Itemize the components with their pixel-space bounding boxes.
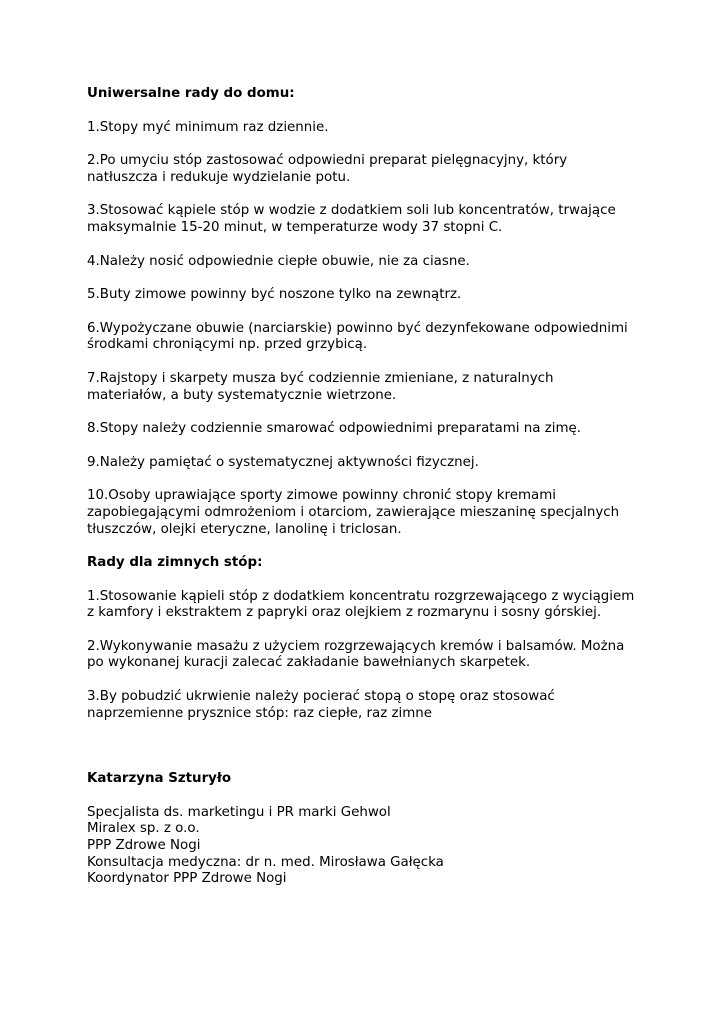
tip-line: natłuszcza i redukuje wydzielanie potu. — [87, 169, 351, 185]
author-details — [87, 805, 687, 888]
cold-feet-item-3 — [87, 689, 687, 722]
section-heading-universal-tips: Uniwersalne rady do domu: — [87, 86, 295, 101]
cold-feet-item-2 — [87, 639, 687, 672]
section-heading-cold-feet: Rady dla zimnych stóp: — [87, 555, 263, 571]
tip-line: 3.By pobudzić ukrwienie należy pocierać stopą o stopę oraz stosować — [87, 689, 555, 705]
author-program: PPP Zdrowe Nogi — [87, 838, 201, 854]
tip-item-2 — [87, 153, 687, 186]
tip-item-10 — [87, 488, 687, 538]
tip-line: maksymalnie 15-20 minut, w temperaturze wody 37 stopni C. — [87, 219, 503, 235]
tip-line: 2.Po umyciu stóp zastosować odpowiedni preparat pielęgnacyjny, który — [87, 153, 568, 169]
tip-line: 4.Należy nosić odpowiednie ciepłe obuwie, nie za ciasne. — [87, 253, 470, 269]
tip-line: 6.Wypożyczane obuwie (narciarskie) powinno być dezynfekowane odpowiednimi — [87, 320, 628, 336]
tip-line: z kamfory i ekstraktem z papryki oraz olejkiem z rozmarynu i sosny górskiej. — [87, 605, 602, 621]
tip-line: naprzemienne prysznice stóp: raz ciepłe, raz zimne — [87, 705, 433, 721]
author-name: Katarzyna Szturyło — [87, 771, 232, 787]
tip-item-8 — [87, 421, 687, 438]
tip-item-7 — [87, 371, 687, 404]
tip-line: zapobiegającymi odmrożeniom i otarciom, zawierające mieszaninę specjalnych — [87, 504, 620, 520]
tip-line: 8.Stopy należy codziennie smarować odpowiednimi preparatami na zimę. — [87, 421, 582, 437]
cold-feet-item-1 — [87, 589, 687, 622]
universal-tips-list — [87, 120, 687, 539]
tip-item-6 — [87, 321, 687, 354]
author-role: Specjalista ds. marketingu i PR marki Gehwol — [87, 804, 391, 820]
author-company: Miralex sp. z o.o. — [87, 821, 200, 837]
tip-line: 5.Buty zimowe powinny być noszone tylko na zewnątrz. — [87, 287, 462, 303]
tip-line: 3.Stosować kąpiele stóp w wodzie z dodatkiem soli lub koncentratów, trwające — [87, 203, 616, 219]
document-page — [87, 86, 687, 888]
tip-line: po wykonanej kuracji zalecać zakładanie bawełnianych skarpetek. — [87, 655, 531, 671]
medical-consultation: Konsultacja medyczna: dr n. med. Mirosława Gałęcka — [87, 854, 444, 870]
tip-item-4 — [87, 254, 687, 271]
tip-item-3 — [87, 203, 687, 236]
tip-line: 1.Stopy myć minimum raz dziennie. — [87, 119, 329, 135]
tip-line: środkami chroniącymi np. przed grzybicą. — [87, 337, 368, 353]
tip-line: 10.Osoby uprawiające sporty zimowe powinny chronić stopy kremami — [87, 488, 556, 504]
program-coordinator: Koordynator PPP Zdrowe Nogi — [87, 871, 287, 887]
tip-item-9 — [87, 455, 687, 472]
cold-feet-tips-list — [87, 589, 687, 723]
tip-item-1 — [87, 120, 687, 137]
tip-item-5 — [87, 287, 687, 304]
tip-line: 2.Wykonywanie masażu z użyciem rozgrzewających kremów i balsamów. Można — [87, 638, 625, 654]
tip-line: 1.Stosowanie kąpieli stóp z dodatkiem koncentratu rozgrzewającego z wyciągiem — [87, 588, 635, 604]
tip-line: tłuszczów, olejki eteryczne, lanolinę i triclosan. — [87, 521, 402, 537]
tip-line: 7.Rajstopy i skarpety musza być codziennie zmieniane, z naturalnych — [87, 370, 554, 386]
tip-line: 9.Należy pamiętać o systematycznej aktywności fizycznej. — [87, 454, 479, 470]
tip-line: materiałów, a buty systematycznie wietrzone. — [87, 387, 397, 403]
